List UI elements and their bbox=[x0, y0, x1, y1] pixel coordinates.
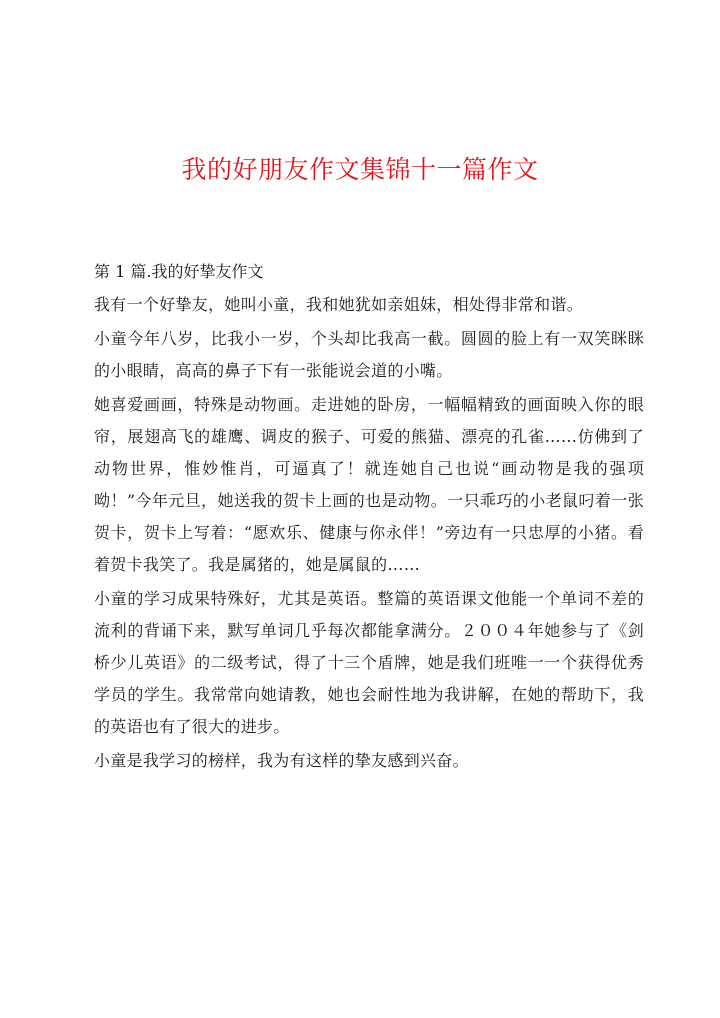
section-heading: 第 1 篇.我的好挚友作文 bbox=[94, 262, 264, 281]
paragraph-5: 小童是我学习的榜样，我为有这样的挚友感到兴奋。 bbox=[94, 751, 469, 770]
paragraph-3: 她喜爱画画，特殊是动物画。走进她的卧房，一幅幅精致的画面映入你的眼帘，展翅高飞的雄鹰、调皮的猴子、可爱的熊猫、漂亮的孔雀……仿佛到了动物世界，惟妙惟肖，可逼真了！就连她自己也说“画动物是我的强项呦！”今年元旦，她送我的贺卡上画的也是动物。一只乖巧的小老鼠叼着一张贺卡，贺卡上写着：“愿欢乐、健康与你永伴！”旁边有一只忠厚的小猪。看着贺卡我笑了。我是属猪的，她是属鼠的…… bbox=[94, 395, 644, 574]
document-title: 我的好朋友作文集锦十一篇作文 bbox=[181, 155, 539, 184]
paragraph-4: 小童的学习成果特殊好，尤其是英语。整篇的英语课文他能一个单词不差的流利的背诵下来，默写单词几乎每次都能拿满分。２００４年她参与了《剑桥少儿英语》的二级考试，得了十三个盾牌，她是我们班唯一一个获得优秀学员的学生。我常常向她请教，她也会耐性地为我讲解，在她的帮助下，我的英语也有了很大的进步。 bbox=[94, 589, 644, 736]
paragraph-1: 我有一个好挚友，她叫小童，我和她犹如亲姐妹，相处得非常和谐。 bbox=[94, 295, 584, 314]
document-body bbox=[94, 256, 644, 779]
paragraph-2: 小童今年八岁，比我小一岁，个头却比我高一截。圆圆的脸上有一双笑眯眯的小眼睛，高高的鼻子下有一张能说会道的小嘴。 bbox=[94, 329, 644, 380]
